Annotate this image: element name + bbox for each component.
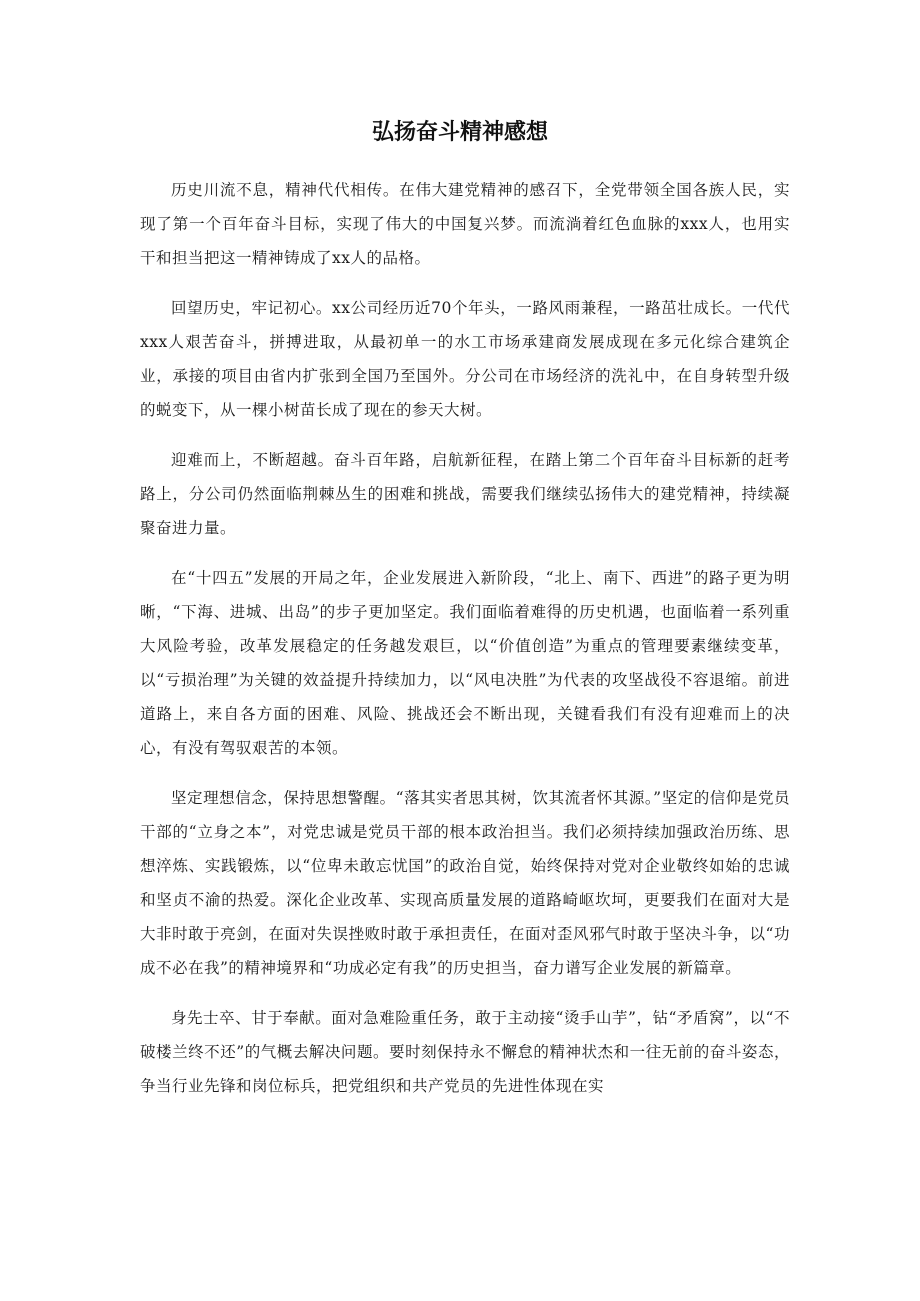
paragraph-5: 坚定理想信念，保持思想警醒。“落其实者思其树，饮其流者怀其源。”坚定的信仰是党员干部的“立身之本”，对党忠诚是党员干部的根本政治担当。我们必须持续加强政治历练、思想淬炼、实践锻炼，以“位卑未敢忘忧国”的政治自觉，始终保持对党对企业敬终如始的忠诚和坚贞不渝的热爱。深化企业改革、实现高质量发展的道路崎岖坎坷，更要我们在面对大是大非时敢于亮剑，在面对失误挫败时敢于承担责任，在面对歪风邪气时敢于坚决斗争，以“功成不必在我”的精神境界和“功成必定有我”的历史担当，奋力谱写企业发展的新篇章。 — [140, 789, 790, 977]
paragraph-2: 回望历史，牢记初心。xx公司经历近70个年头，一路风雨兼程，一路茁壮成长。一代代xxx人艰苦奋斗，拼搏进取，从最初单一的水工市场承建商发展成现在多元化综合建筑企业，承接的项目由省内扩张到全国乃至国外。分公司在市场经济的洗礼中，在自身转型升级的蜕变下，从一棵小树苗长成了现在的参天大树。 — [140, 299, 790, 419]
paragraph-6: 身先士卒、甘于奉献。面对急难险重任务，敢于主动接“烫手山芋”，钻“矛盾窝”，以“不破楼兰终不还”的气概去解决问题。要时刻保持永不懈怠的精神状杰和一往无前的奋斗姿态，争当行业先锋和岗位标兵，把党组织和共产党员的先进性体现在实 — [140, 1009, 790, 1095]
paragraph-1: 历史川流不息，精神代代相传。在伟大建党精神的感召下，全党带领全国各族人民，实现了第一个百年奋斗目标，实现了伟大的中国复兴梦。而流淌着红色血脉的xxx人，也用实干和担当把这一精神铸成了xx人的品格。 — [140, 181, 790, 267]
paragraph-3: 迎难而上，不断超越。奋斗百年路，启航新征程，在踏上第二个百年奋斗目标新的赶考路上，分公司仍然面临荆棘丛生的困难和挑战，需要我们继续弘扬伟大的建党精神，持续凝聚奋进力量。 — [140, 451, 790, 537]
paragraph-4: 在“十四五”发展的开局之年，企业发展进入新阶段，“北上、南下、西进”的路子更为明晰，“下海、进城、出岛”的步子更加坚定。我们面临着难得的历史机遇，也面临着一系列重大风险考验，改革发展稳定的任务越发艰巨，以“价值创造”为重点的管理要素继续变革，以“亏损治理”为关键的效益提升持续加力，以“风电决胜”为代表的攻坚战役不容退缩。前进道路上，来自各方面的困难、风险、挑战还会不断出现，关键看我们有没有迎难而上的决心，有没有驾驭艰苦的本领。 — [140, 569, 790, 757]
document-title: 弘扬奋斗精神感想 — [371, 120, 548, 145]
document-body — [140, 173, 790, 1119]
